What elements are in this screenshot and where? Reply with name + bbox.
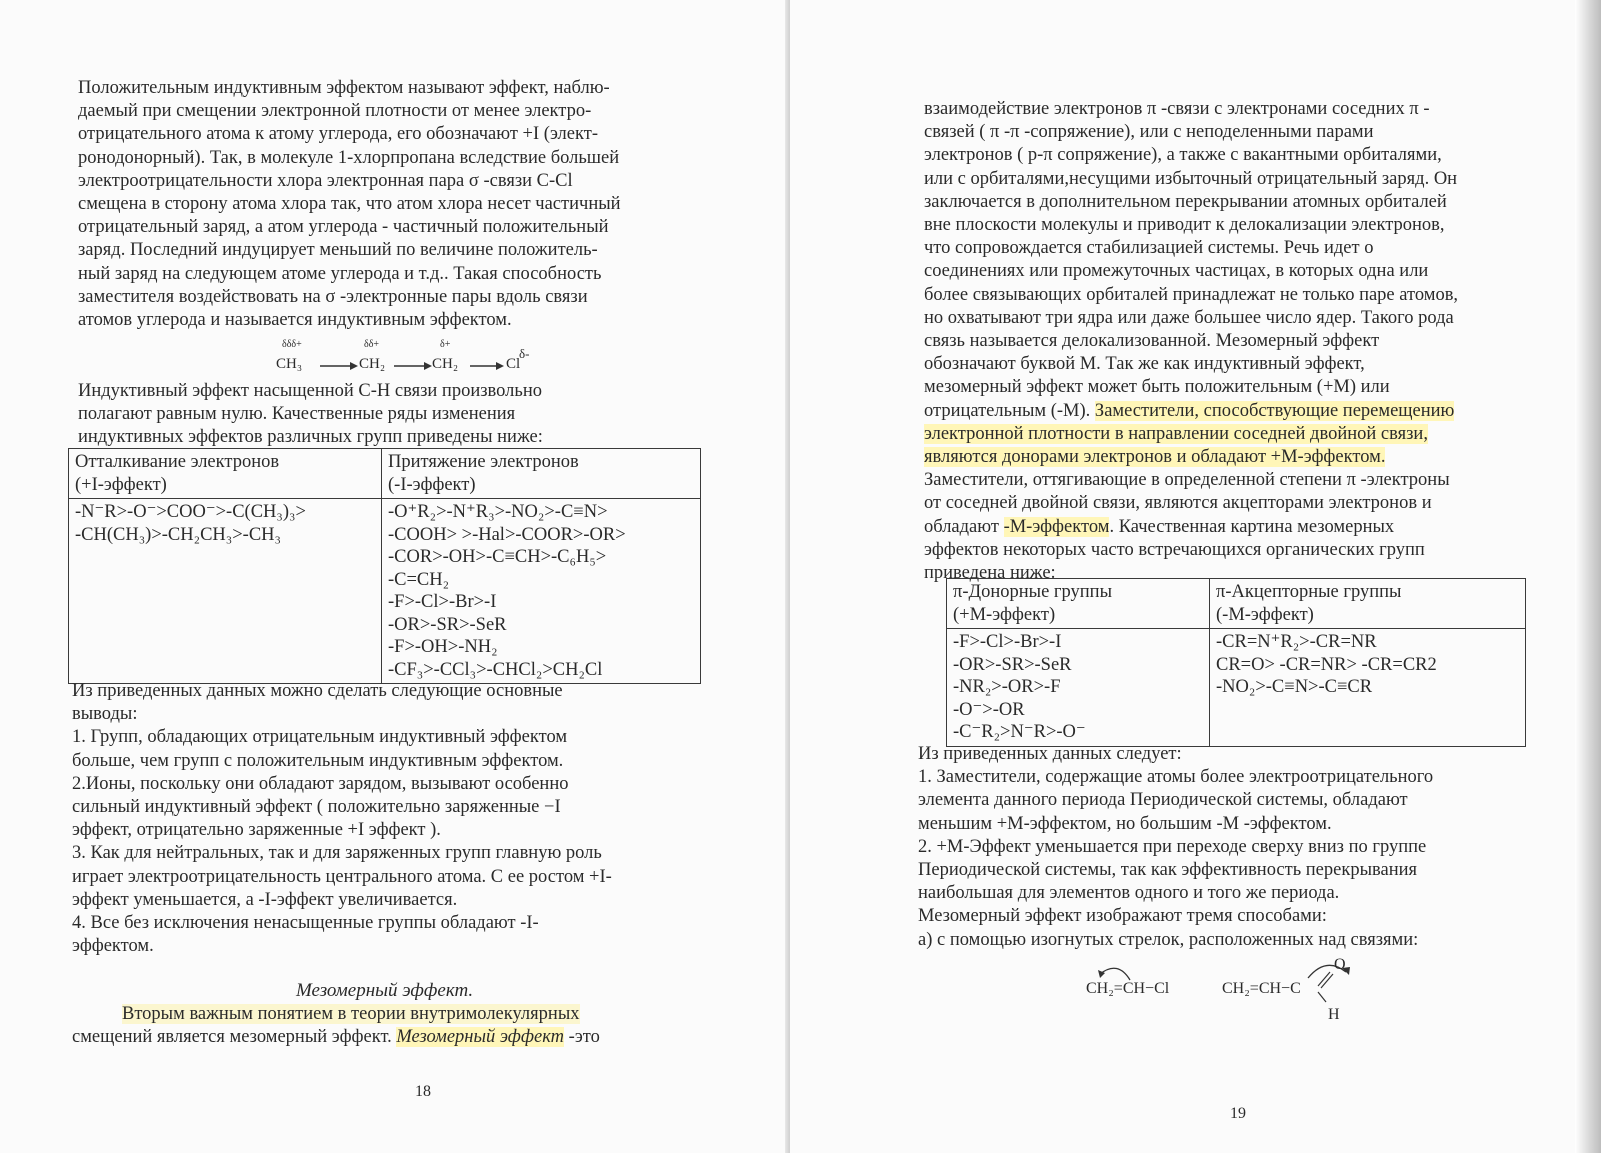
cell-line: -F>-Cl>-Br>-I (388, 592, 497, 612)
text-line (924, 446, 1458, 469)
conclusions-paragraph (72, 680, 612, 958)
text-line: 4. Все без исключения ненасыщенные группы обладают -I- (72, 913, 539, 934)
text-line: эффект уменьшается, а -I-эффект увеличивается. (72, 889, 458, 910)
text-line: полагают равным нулю. Качественные ряды изменения (78, 404, 516, 425)
text-line: но охватывают три ядра или даже большее число ядер. Такого рода (924, 307, 1454, 328)
text-line: 1. Групп, обладающих отрицательным индуктивный эффектом (72, 727, 568, 748)
cell-line: CR=O> -CR=NR> -CR=CR2 (1216, 654, 1437, 675)
table-header-row (69, 449, 701, 499)
text-line: обозначают буквой М. Так же как индуктивный эффект, (924, 354, 1365, 375)
inductive-paragraph (78, 380, 543, 450)
charge-label: δδ+ (364, 339, 380, 350)
cell-line: -C=CH₂ (388, 569, 450, 590)
text-line: более связывающих орбиталей принадлежат не только паре атомов, (924, 284, 1459, 305)
text-line: связь называется делокализованной. Мезомерный эффект (924, 331, 1380, 352)
text-line: приведена ниже: (924, 563, 1056, 584)
charge-label: δ+ (440, 339, 451, 350)
page-number: 19 (1230, 1105, 1246, 1122)
cell-line: -N⁻R>-O⁻>COO⁻>-C(CH₃)₃> (75, 502, 306, 522)
cell-line: -F>-Cl>-Br>-I (953, 632, 1062, 652)
table-cell (1210, 629, 1526, 747)
highlighted-text: электронной плотности в направлении соседней двойной связи, (924, 423, 1428, 444)
text-line: индуктивных эффектов различных групп приведены ниже: (78, 427, 543, 448)
text-line: эффектов некоторых часто встречающихся органических групп (924, 539, 1425, 560)
page-edge-shadow (1575, 0, 1601, 1153)
text-line-highlight: Вторым важным понятием в теории внутримолекулярных (122, 1004, 580, 1024)
text-line: Периодической системы, так как эффективность перекрывания (918, 860, 1418, 881)
text-line: Из приведенных данных следует: (918, 744, 1182, 764)
text-line: выводы: (72, 704, 138, 725)
text-line: мезомерный эффект может быть положительным (+М) или (924, 377, 1390, 398)
text-line: отрицательного атома к атому углерода, его обозначают +I (элект- (78, 124, 598, 145)
charge-label: δ- (519, 346, 530, 361)
highlighted-text: Заместители, способствующие перемещению (1094, 400, 1455, 421)
cell-line: -NR₂>-OR>-F (953, 677, 1061, 697)
table-row (69, 499, 701, 684)
atom-ch2: CH₂ (359, 356, 386, 372)
text-line: атомов углерода и называется индуктивным эффектом. (78, 310, 512, 331)
text-line: сильный индуктивный эффект ( положительно заряженные −I (72, 797, 561, 818)
text-line: 3. Как для нейтральных, так и для заряженных групп главную роль (72, 843, 602, 864)
mesomeric-paragraph (924, 98, 1458, 585)
cell-line: (-I-эффект) (388, 474, 476, 495)
text-line: или с орбиталями,несущими избыточный отрицательный заряд. Он (924, 168, 1458, 189)
right-page (790, 0, 1601, 1153)
text-line: электроотрицательности хлора электронная пара σ -связи С-Cl (78, 170, 573, 191)
cell-line: Отталкивание электронов (75, 452, 280, 472)
section-heading: Мезомерный эффект. (296, 980, 474, 1001)
text-line: ронодонорный). Так, в молекуле 1-хлорпропана вследствие большей (78, 147, 620, 168)
text-line: наибольшая для элементов одного и того же периода. (918, 883, 1340, 904)
text-line: 2.Ионы, поскольку они обладают зарядом, вызывают особенно (72, 773, 569, 794)
highlighted-term: Мезомерный эффект (396, 1027, 565, 1048)
text-line: заместителя воздействовать на σ -электронные пары вдоль связи (78, 286, 588, 307)
text-line: Из приведенных данных можно сделать следующие основные (72, 681, 563, 701)
table-cell (69, 449, 382, 499)
cell-line: (+М-эффект) (953, 604, 1056, 625)
cell-line: (+I-эффект) (75, 474, 167, 495)
cell-line: π-Донорные группы (953, 582, 1113, 602)
highlighted-text: -М-эффектом (1003, 516, 1110, 537)
text-line: Заместители, оттягивающие в определенной степени π -электроны (924, 470, 1450, 491)
text-line: связей ( π -π -сопряжение), или с неподеленными парами (924, 122, 1374, 143)
text-line: элемента данного периода Периодической системы, обладают (918, 790, 1408, 811)
text-line: от соседней двойной связи, являются акцепторами электронов и (924, 493, 1432, 514)
cell-line: -O⁻>-OR (953, 699, 1025, 720)
highlighted-text: являются донорами электронов и обладают +М-эффектом. (924, 447, 1386, 468)
cell-line: -NO₂>-C≡N>-C≡CR (1216, 677, 1373, 697)
cell-line: -OR>-SR>-SeR (388, 614, 507, 635)
oxygen-atom: O (1334, 956, 1346, 973)
text-line: Мезомерный эффект изображают тремя способами: (918, 906, 1327, 927)
text-fragment: отрицательным (-М). (924, 400, 1095, 421)
closing-paragraph (72, 1003, 600, 1049)
acrolein-formula: CH₂=CH−C (1222, 980, 1301, 997)
text-line: Положительным индуктивным эффектом называют эффект, наблю- (78, 78, 610, 98)
text-line: играет электроотрицательность центрального атома. С ее ростом +I- (72, 866, 612, 887)
cell-line: -CR=N⁺R₂>-CR=NR (1216, 632, 1377, 652)
text-line: взаимодействие электронов π -связи с электронами соседних π - (924, 99, 1430, 119)
inductive-effects-table (68, 448, 701, 684)
text-line: заряд. Последний индуцирует меньший по величине положитель- (78, 240, 598, 261)
text-line (72, 1026, 600, 1049)
table-cell (947, 629, 1210, 747)
cell-line: π-Акцепторные группы (1216, 582, 1402, 602)
cell-line: -CF₃>-CCl₃>-CHCl₂>CH₂Cl (388, 659, 603, 680)
text-line: ный заряд на следующем атоме углерода и т.д.. Такая способность (78, 263, 602, 284)
cell-line: -COR>-OH>-C≡CH>-C₆H₅> (388, 547, 607, 567)
table-cell (69, 499, 382, 684)
cell-line: -CH(CH₃)>-CH₂CH₃>-CH₃ (75, 524, 281, 545)
text-line: отрицательный заряд, а атом углерода - частичный положительный (78, 217, 609, 238)
text-line: смещена в сторону атома хлора так, что атом хлора несет частичный (78, 194, 621, 215)
cell-line: -F>-OH>-NH₂ (388, 637, 498, 657)
cell-line: -COOH> >-Hal>-COOR>-OR> (388, 524, 626, 545)
cell-line: Притяжение электронов (388, 452, 579, 472)
text-line: а) с помощью изогнутых стрелок, расположенных над связями: (918, 929, 1419, 950)
text-line: эффект, отрицательно заряженные +I эффект ). (72, 820, 441, 841)
page-number: 18 (415, 1083, 431, 1100)
text-fragment: -это (564, 1027, 600, 1048)
text-line (72, 1003, 600, 1026)
text-line (924, 423, 1458, 446)
cell-line: -OR>-SR>-SeR (953, 654, 1072, 675)
text-line: больше, чем групп с положительным индуктивным эффектом. (72, 750, 564, 771)
table-row (947, 629, 1526, 747)
hydrogen-atom: H (1328, 1006, 1340, 1023)
text-line: электронов ( p-π сопряжение), а также с вакантными орбиталями, (924, 145, 1442, 166)
after-table-paragraph (918, 743, 1433, 952)
table-cell (1210, 579, 1526, 629)
text-line: Индуктивный эффект насыщенной С-Н связи произвольно (78, 381, 542, 401)
text-line: даемый при смещении электронной плотности от менее электро- (78, 101, 592, 122)
left-page (0, 0, 790, 1153)
text-fragment: смещений является мезомерный эффект. (72, 1027, 397, 1048)
table-cell (382, 449, 701, 499)
text-line: 1. Заместители, содержащие атомы более электроотрицательного (918, 767, 1434, 788)
atom-cl: Cl (506, 356, 521, 372)
text-line (924, 400, 1458, 423)
cell-line: (-М-эффект) (1216, 604, 1314, 625)
mesomeric-effects-table (946, 578, 1526, 747)
text-line: 2. +М-Эффект уменьшается при переходе сверху вниз по группе (918, 836, 1427, 857)
text-fragment: обладают (924, 516, 1004, 537)
text-line: меньшим +М-эффектом, но большим -М -эффектом. (918, 813, 1332, 834)
text-line: эффектом. (72, 936, 154, 957)
cell-line: -C⁻R₂>N⁻R>-O⁻ (953, 722, 1086, 742)
text-line: что сопровождается стабилизацией системы. Речь идет о (924, 238, 1374, 259)
table-cell (947, 579, 1210, 629)
table-cell (382, 499, 701, 684)
atom-ch2: CH₂ (432, 356, 459, 372)
cell-line: -O⁺R₂>-N⁺R₃>-NO₂>-C≡N> (388, 502, 608, 522)
atom-ch3: CH₃ (276, 356, 303, 372)
text-fragment: . Качественная картина мезомерных (1109, 516, 1395, 537)
text-line: заключается в дополнительном перекрывании атомных орбиталей (924, 191, 1447, 212)
text-line (924, 516, 1458, 539)
text-line: вне плоскости молекулы и приводит к делокализации электронов, (924, 215, 1445, 236)
intro-paragraph (78, 77, 621, 332)
text-line: соединениях или промежуточных частицах, в которых одна или (924, 261, 1429, 282)
charge-label: δδδ+ (282, 339, 302, 350)
vinyl-chloride-formula: CH₂=CH−Cl (1086, 980, 1170, 997)
table-header-row (947, 579, 1526, 629)
